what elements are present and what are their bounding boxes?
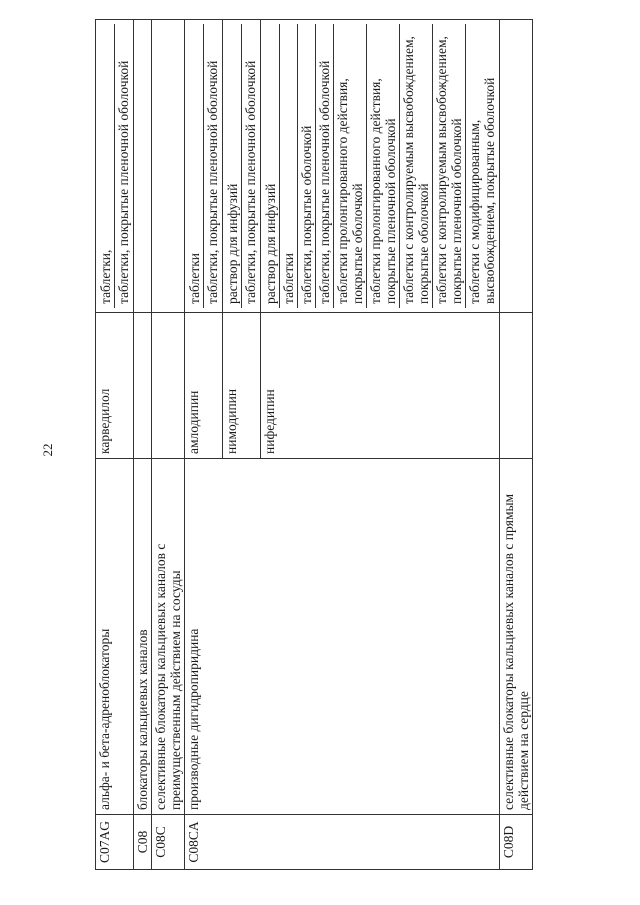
- group-name: блокаторы кальциевых каналов: [134, 459, 152, 815]
- page-number: 22: [40, 443, 55, 457]
- dosage-forms: [152, 20, 185, 313]
- group-name: альфа- и бета-адреноблокаторы: [96, 459, 134, 815]
- dosage-form: таблетки: [186, 24, 204, 308]
- drug-name: нимодипин: [223, 313, 261, 459]
- table-row: [152, 20, 185, 870]
- drug-name: [500, 313, 533, 459]
- dosage-form: таблетки с модифицированным, высвобождением, покрытые оболочкой: [467, 77, 497, 304]
- atc-code: C07AG: [96, 815, 134, 870]
- dosage-form: таблетки с контролируемым высвобождением, покрытые пленочной оболочкой: [433, 24, 466, 308]
- drug-name: нифедипин: [261, 313, 500, 459]
- dosage-form: таблетки, покрытые пленочной оболочкой: [243, 60, 258, 304]
- dosage-forms: [500, 20, 533, 313]
- table-row: [500, 20, 533, 870]
- dosage-form: раствор для инфузий: [224, 24, 242, 308]
- dosage-form: таблетки, покрытые пленочной оболочкой: [205, 60, 220, 304]
- dosage-forms: [185, 20, 223, 313]
- dosage-form: таблетки с контролируемым высвобождением, покрытые оболочкой: [400, 24, 433, 308]
- dosage-forms: [96, 20, 134, 313]
- dosage-form: таблетки: [280, 24, 298, 308]
- group-name: селективные блокаторы кальциевых каналов с преимущественным действием на сосуды: [152, 459, 185, 815]
- drug-name: [134, 313, 152, 459]
- atc-code: C08D: [500, 815, 533, 870]
- drug-name: [152, 313, 185, 459]
- atc-code: C08CA: [185, 815, 500, 870]
- dosage-forms: [134, 20, 152, 313]
- dosage-form: таблетки, покрытые оболочкой: [298, 24, 316, 308]
- group-name: производные дигидропиридина: [185, 459, 500, 815]
- table-row: [185, 20, 223, 870]
- table-row: [134, 20, 152, 870]
- dosage-form: таблетки, покрытые пленочной оболочкой: [116, 60, 131, 304]
- drug-name: амлодипин: [185, 313, 223, 459]
- group-name: селективные блокаторы кальциевых каналов с прямым действием на сердце: [500, 459, 533, 815]
- dosage-form: таблетки пролонгированного действия, покрытые оболочкой: [334, 24, 367, 308]
- atc-code: C08: [134, 815, 152, 870]
- dosage-form: раствор для инфузий: [262, 24, 280, 308]
- rotated-page-content: [95, 20, 545, 870]
- table-row: [96, 20, 134, 870]
- atc-code: C08C: [152, 815, 185, 870]
- drug-name: карведилол: [96, 313, 134, 459]
- drug-table: [95, 19, 533, 870]
- dosage-form: таблетки, покрытые пленочной оболочкой: [316, 24, 334, 308]
- dosage-form: таблетки пролонгированного действия, покрытые пленочной оболочкой: [367, 24, 400, 308]
- dosage-forms: [223, 20, 261, 313]
- dosage-form: таблетки,: [97, 24, 115, 308]
- dosage-forms: [261, 20, 500, 313]
